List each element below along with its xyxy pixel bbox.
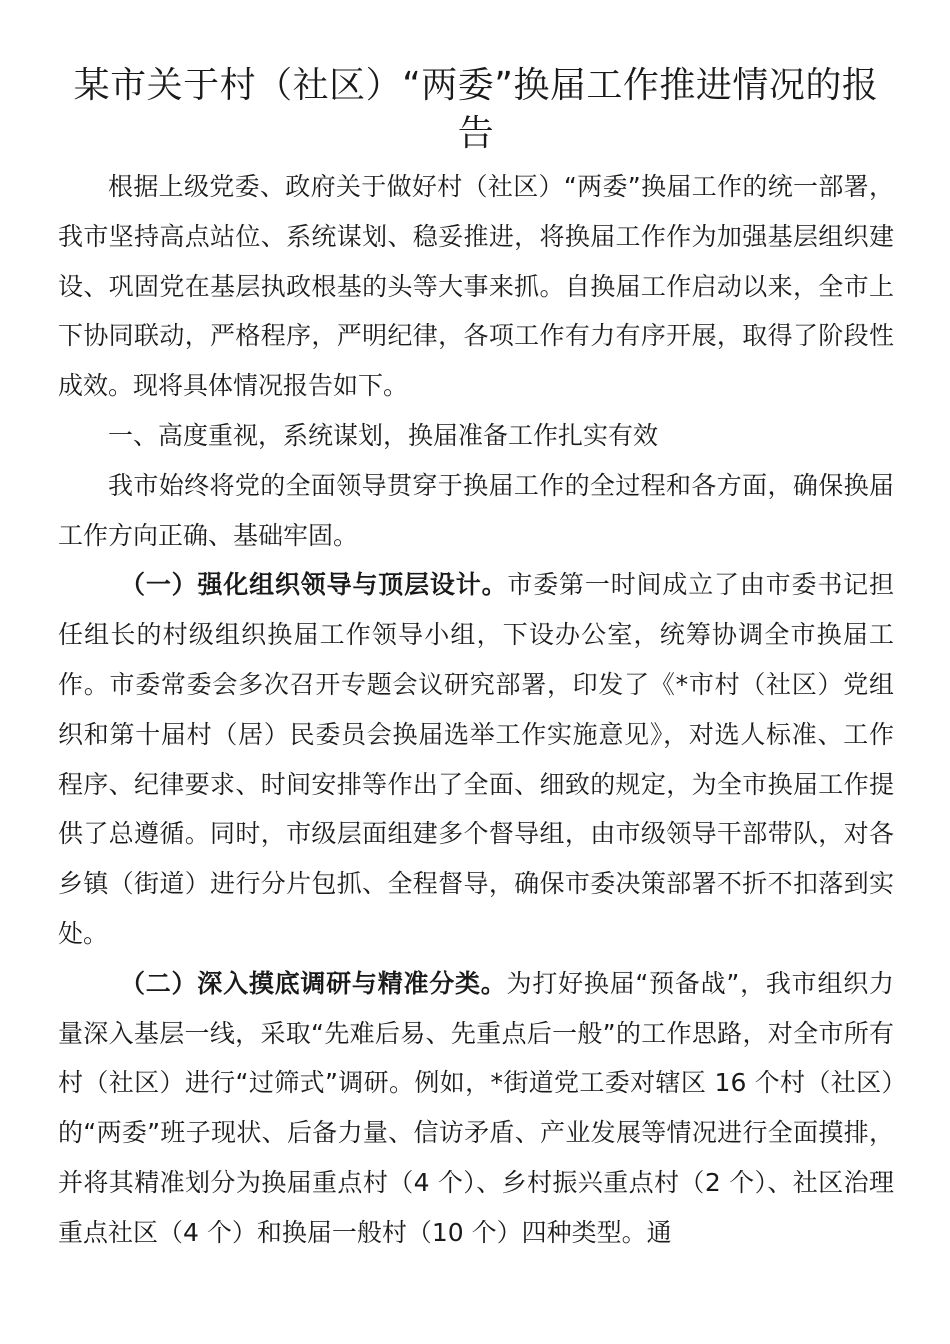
section-1-intro-paragraph: 我市始终将党的全面领导贯穿于换届工作的全过程和各方面，确保换届工作方向正确、基础牢固。	[58, 470, 894, 550]
subsection-2-body: 为打好换届“预备战”，我市组织力量深入基层一线，采取“先难后易、先重点后一般”的工作思路，对全市所有村（社区）进行“过筛式”调研。例如，*街道党工委对辖区 16 个村（社区）的“两委”班子现状、后备力量、信访矛盾、产业发展等情况进行全面摸排，并将其精准划分为换届重点村（4 个）、乡村振兴重点村（2 个）、社区治理重点社区（4 个）和换届一般村（10 个）四种类型。通	[58, 968, 894, 1247]
intro-paragraph: 根据上级党委、政府关于做好村（社区）“两委”换届工作的统一部署，我市坚持高点站位、系统谋划、稳妥推进，将换届工作作为加强基层组织建设、巩固党在基层执政根基的头等大事来抓。自换届工作启动以来，全市上下协同联动，严格程序，严明纪律，各项工作有力有序开展，取得了阶段性成效。现将具体情况报告如下。	[58, 172, 894, 401]
subsection-1-paragraph	[58, 560, 894, 958]
subsection-2-paragraph	[58, 959, 894, 1258]
document-title: 某市关于村（社区）“两委”换届工作推进情况的报告	[73, 65, 879, 154]
subsection-2-lead: （二）深入摸底调研与精准分类。	[120, 968, 507, 998]
section-1-heading: 一、高度重视，系统谋划，换届准备工作扎实有效	[108, 420, 659, 450]
subsection-1-lead: （一）强化组织领导与顶层设计。	[120, 570, 508, 600]
subsection-1-body: 市委第一时间成立了由市委书记担任组长的村级组织换届工作领导小组，下设办公室，统筹协调全市换届工作。市委常委会多次召开专题会议研究部署，印发了《*市村（社区）党组织和第十届村（居）民委员会换届选举工作实施意见》，对选人标准、工作程序、纪律要求、时间安排等作出了全面、细致的规定，为全市换届工作提供了总遵循。同时，市级层面组建多个督导组，由市级领导干部带队，对各乡镇（街道）进行分片包抓、全程督导，确保市委决策部署不折不扣落到实处。	[58, 570, 894, 948]
document-page	[58, 62, 894, 1258]
